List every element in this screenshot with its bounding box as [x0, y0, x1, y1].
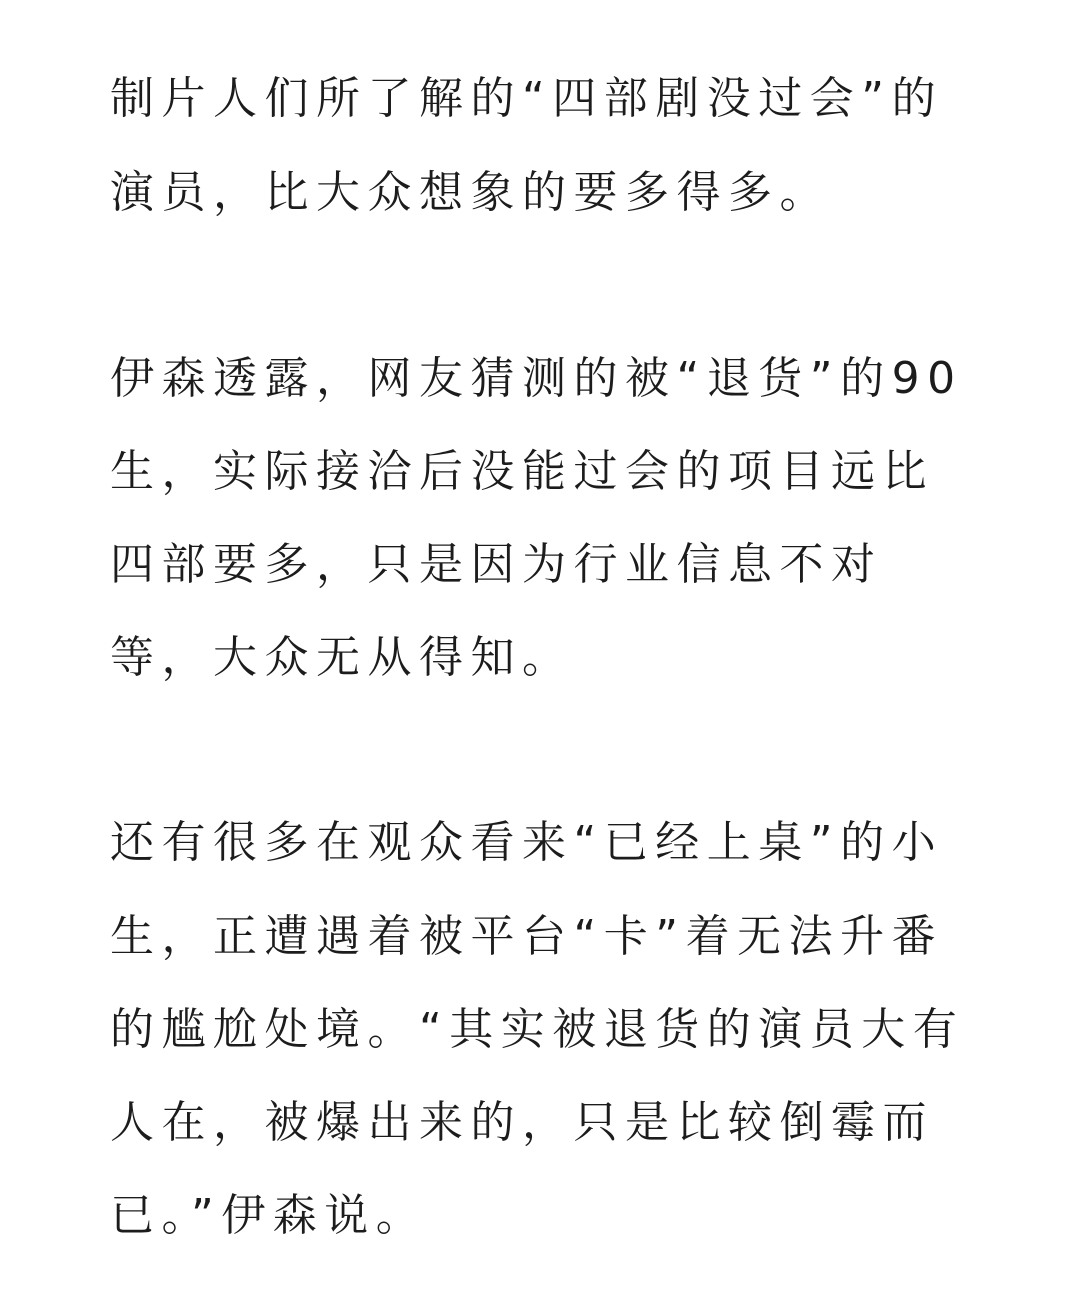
paragraph-2-line-2: 生，实际接洽后没能过会的项目远比 [110, 446, 934, 497]
paragraph-3-line-2: 生，正遭遇着被平台“卡”着无法升番 [110, 911, 944, 962]
paragraph-1-line-1: 制片人们所了解的“四部剧没过会”的 [110, 73, 944, 124]
paragraph-3-line-5: 已。”伊森说。 [110, 1190, 428, 1241]
paragraph-3-line-3: 的尴尬处境。“其实被退货的演员大有 [110, 1004, 965, 1055]
paragraph-1-line-2: 演员，比大众想象的要多得多。 [110, 167, 831, 218]
paragraph-3-line-4: 人在，被爆出来的，只是比较倒霉而 [110, 1097, 934, 1148]
paragraph-2-line-3: 四部要多，只是因为行业信息不对 [110, 539, 883, 590]
paragraph-2-line-4: 等，大众无从得知。 [110, 632, 574, 683]
paragraph-3-line-1: 还有很多在观众看来“已经上桌”的小 [110, 817, 944, 868]
paragraph-2-line-1: 伊森透露，网友猜测的被“退货”的90 [110, 353, 963, 404]
